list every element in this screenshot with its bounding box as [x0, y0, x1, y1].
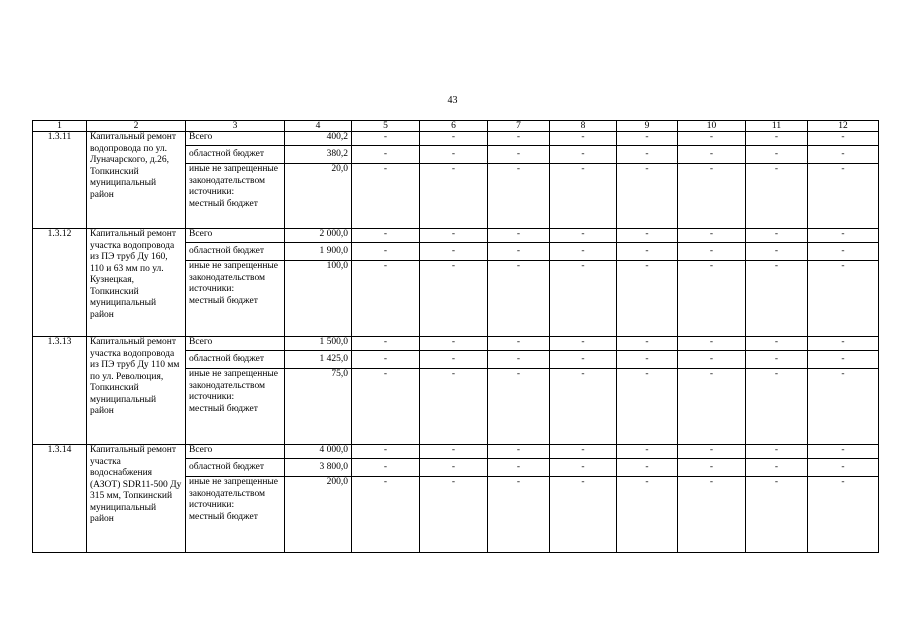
local-budget-label: местный бюджет: [189, 511, 258, 522]
source-label: [186, 261, 285, 337]
column-number-row: [33, 121, 879, 132]
amount-value: 1 425,0: [285, 351, 352, 369]
dash-cell: -: [617, 477, 678, 553]
dash-cell: -: [746, 164, 808, 229]
dash-cell: -: [352, 146, 420, 164]
dash-cell: -: [420, 164, 488, 229]
dash-cell: -: [420, 445, 488, 459]
page-number: 43: [447, 95, 458, 106]
dash-cell: -: [678, 164, 746, 229]
table-row: [33, 337, 879, 351]
dash-cell: -: [550, 459, 617, 477]
column-header: 11: [746, 121, 808, 132]
dash-cell: -: [617, 445, 678, 459]
dash-cell: -: [746, 337, 808, 351]
table-row: [33, 445, 879, 459]
column-header: 6: [420, 121, 488, 132]
dash-cell: -: [420, 369, 488, 445]
dash-cell: -: [808, 369, 879, 445]
source-label: [186, 369, 285, 445]
item-number: 1.3.14: [33, 445, 87, 553]
dash-cell: -: [678, 261, 746, 337]
dash-cell: -: [550, 369, 617, 445]
dash-cell: -: [488, 229, 550, 243]
dash-cell: -: [678, 132, 746, 146]
item-name: Капитальный ремонт участка водопровода из ПЭ труб Ду 160, 110 и 63 мм по ул. Кузнецкая, Топкинский муниципальный район: [87, 229, 186, 337]
dash-cell: -: [617, 261, 678, 337]
dash-cell: -: [808, 351, 879, 369]
column-header: 9: [617, 121, 678, 132]
dash-cell: -: [617, 337, 678, 351]
dash-cell: -: [678, 477, 746, 553]
other-sources-label: иные не запрещенные законодательством источники:: [189, 261, 279, 294]
dash-cell: -: [488, 459, 550, 477]
dash-cell: -: [678, 459, 746, 477]
dash-cell: -: [678, 229, 746, 243]
dash-cell: -: [352, 261, 420, 337]
column-header: 8: [550, 121, 617, 132]
local-budget-label: местный бюджет: [189, 295, 258, 306]
dash-cell: -: [808, 164, 879, 229]
amount-value: 380,2: [285, 146, 352, 164]
other-sources-label: иные не запрещенные законодательством источники:: [189, 369, 279, 402]
dash-cell: -: [488, 445, 550, 459]
dash-cell: -: [488, 351, 550, 369]
dash-cell: -: [550, 477, 617, 553]
amount-value: 200,0: [285, 477, 352, 553]
dash-cell: -: [678, 146, 746, 164]
source-label: областной бюджет: [186, 459, 285, 477]
dash-cell: -: [617, 243, 678, 261]
dash-cell: -: [420, 261, 488, 337]
column-header: 2: [87, 121, 186, 132]
dash-cell: -: [352, 477, 420, 553]
dash-cell: -: [488, 477, 550, 553]
dash-cell: -: [678, 351, 746, 369]
item-name: Капитальный ремонт водопровода по ул. Луначарского, д.26, Топкинский муниципальный район: [87, 132, 186, 229]
budget-table: [32, 120, 879, 553]
source-label: Всего: [186, 337, 285, 351]
dash-cell: -: [617, 146, 678, 164]
dash-cell: -: [746, 261, 808, 337]
table-row: [33, 132, 879, 146]
dash-cell: -: [550, 261, 617, 337]
dash-cell: -: [746, 132, 808, 146]
dash-cell: -: [617, 459, 678, 477]
item-name: Капитальный ремонт участка водоснабжения (АЗОТ) SDR11-500 Ду 315 мм, Топкинский муниципальный район: [87, 445, 186, 553]
dash-cell: -: [420, 243, 488, 261]
other-sources-label: иные не запрещенные законодательством источники:: [189, 164, 279, 197]
dash-cell: -: [678, 445, 746, 459]
dash-cell: -: [550, 243, 617, 261]
dash-cell: -: [488, 243, 550, 261]
dash-cell: -: [746, 459, 808, 477]
dash-cell: -: [488, 164, 550, 229]
item-name: Капитальный ремонт участка водопровода из ПЭ труб Ду 110 мм по ул. Революция, Топкинский муниципальный район: [87, 337, 186, 445]
dash-cell: -: [808, 132, 879, 146]
dash-cell: -: [746, 369, 808, 445]
local-budget-label: местный бюджет: [189, 198, 258, 209]
source-label: областной бюджет: [186, 146, 285, 164]
source-label: [186, 164, 285, 229]
column-header: 7: [488, 121, 550, 132]
dash-cell: -: [352, 337, 420, 351]
dash-cell: -: [808, 477, 879, 553]
dash-cell: -: [420, 459, 488, 477]
dash-cell: -: [617, 132, 678, 146]
dash-cell: -: [488, 337, 550, 351]
table-body: [33, 121, 879, 553]
dash-cell: -: [808, 243, 879, 261]
dash-cell: -: [420, 132, 488, 146]
dash-cell: -: [746, 445, 808, 459]
dash-cell: -: [550, 351, 617, 369]
column-header: 4: [285, 121, 352, 132]
amount-value: 20,0: [285, 164, 352, 229]
dash-cell: -: [550, 337, 617, 351]
dash-cell: -: [808, 337, 879, 351]
source-label: Всего: [186, 445, 285, 459]
item-number: 1.3.11: [33, 132, 87, 229]
dash-cell: -: [488, 369, 550, 445]
source-label: Всего: [186, 229, 285, 243]
amount-value: 1 900,0: [285, 243, 352, 261]
dash-cell: -: [420, 351, 488, 369]
dash-cell: -: [678, 337, 746, 351]
dash-cell: -: [808, 229, 879, 243]
amount-value: 4 000,0: [285, 445, 352, 459]
other-sources-label: иные не запрещенные законодательством источники:: [189, 477, 279, 510]
dash-cell: -: [617, 369, 678, 445]
dash-cell: -: [420, 146, 488, 164]
dash-cell: -: [678, 369, 746, 445]
dash-cell: -: [352, 229, 420, 243]
dash-cell: -: [617, 164, 678, 229]
dash-cell: -: [352, 132, 420, 146]
dash-cell: -: [746, 243, 808, 261]
local-budget-label: местный бюджет: [189, 403, 258, 414]
dash-cell: -: [808, 261, 879, 337]
dash-cell: -: [550, 146, 617, 164]
dash-cell: -: [550, 229, 617, 243]
amount-value: 75,0: [285, 369, 352, 445]
dash-cell: -: [352, 459, 420, 477]
dash-cell: -: [488, 132, 550, 146]
source-label: [186, 477, 285, 553]
dash-cell: -: [420, 337, 488, 351]
dash-cell: -: [746, 351, 808, 369]
dash-cell: -: [617, 229, 678, 243]
column-header: 12: [808, 121, 879, 132]
dash-cell: -: [678, 243, 746, 261]
column-header: 1: [33, 121, 87, 132]
dash-cell: -: [352, 369, 420, 445]
amount-value: 1 500,0: [285, 337, 352, 351]
dash-cell: -: [488, 261, 550, 337]
column-header: 3: [186, 121, 285, 132]
amount-value: 3 800,0: [285, 459, 352, 477]
column-header: 10: [678, 121, 746, 132]
dash-cell: -: [617, 351, 678, 369]
dash-cell: -: [808, 459, 879, 477]
dash-cell: -: [746, 146, 808, 164]
item-number: 1.3.13: [33, 337, 87, 445]
source-label: областной бюджет: [186, 243, 285, 261]
dash-cell: -: [352, 243, 420, 261]
source-label: Всего: [186, 132, 285, 146]
dash-cell: -: [488, 146, 550, 164]
item-number: 1.3.12: [33, 229, 87, 337]
dash-cell: -: [550, 164, 617, 229]
amount-value: 2 000,0: [285, 229, 352, 243]
dash-cell: -: [352, 351, 420, 369]
amount-value: 100,0: [285, 261, 352, 337]
dash-cell: -: [808, 445, 879, 459]
dash-cell: -: [550, 445, 617, 459]
dash-cell: -: [550, 132, 617, 146]
amount-value: 400,2: [285, 132, 352, 146]
dash-cell: -: [808, 146, 879, 164]
column-header: 5: [352, 121, 420, 132]
dash-cell: -: [420, 229, 488, 243]
dash-cell: -: [746, 229, 808, 243]
dash-cell: -: [746, 477, 808, 553]
source-label: областной бюджет: [186, 351, 285, 369]
table-row: [33, 229, 879, 243]
dash-cell: -: [352, 164, 420, 229]
dash-cell: -: [352, 445, 420, 459]
dash-cell: -: [420, 477, 488, 553]
